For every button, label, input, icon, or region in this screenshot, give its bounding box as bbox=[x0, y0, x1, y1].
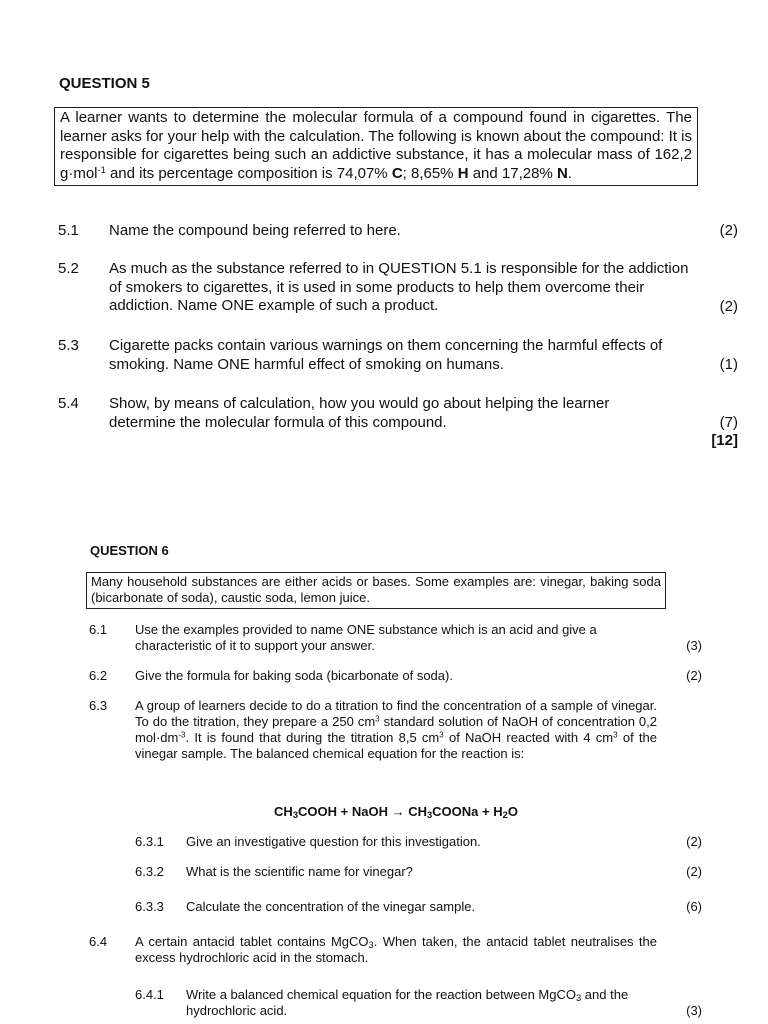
question-text-6-4: A certain antacid tablet contains MgCO$_3$. When taken, the antacid tablet neutralises the excess hydrochloric acid in the stomach. bbox=[135, 934, 657, 965]
question-number-6-2: 6.2 bbox=[89, 668, 108, 683]
question-number-6-4: 6.4 bbox=[89, 934, 108, 949]
marks-5-3: (1) bbox=[719, 356, 738, 373]
marks-5-1: (2) bbox=[719, 222, 738, 239]
question-number-6-3-2: 6.3.2 bbox=[135, 864, 164, 879]
chemical-equation-6-3: $CH_3COOH$ + NaOH → $CH_3COONa + H_2O$ bbox=[274, 804, 518, 820]
question-6-context-box: Many household substances are either acids or bases. Some examples are: vinegar, baking soda (bicarbonate of soda), caustic soda, lemon juice. bbox=[86, 572, 666, 609]
marks-5-2: (2) bbox=[719, 298, 738, 315]
question-text-6-4-1: Write a balanced chemical equation for the reaction between MgCO$_3$ and the hydrochloric acid. bbox=[186, 987, 629, 1018]
marks-6-3-1: (2) bbox=[686, 834, 702, 849]
question-number-6-3-1: 6.3.1 bbox=[135, 834, 164, 849]
question-number-6-1: 6.1 bbox=[89, 622, 108, 637]
question-text-6-1: Use the examples provided to name ONE substance which is an acid and give a characteristic of it to support your answer. bbox=[135, 622, 597, 653]
question-text-6-3: A group of learners decide to do a titration to find the concentration of a sample of vinegar. To do the titration, they prepare a 250 $cm^3$ standard solution of NaOH of concentration 0,2 $mol\cdot dm^{-3}$. It is found that during the titration 8,5 $cm^3$ of NaOH reacted with 4 $cm^3$ of the vinegar sample. The balanced chemical equation for the reaction is: bbox=[135, 698, 658, 761]
marks-5-4: (7) bbox=[719, 414, 738, 431]
question-number-5-2: 5.2 bbox=[58, 260, 79, 277]
marks-6-1: (3) bbox=[686, 638, 702, 653]
question-text-6-3-2: What is the scientific name for vinegar? bbox=[186, 864, 413, 879]
question-text-5-4: Show, by means of calculation, how you would go about helping the learner determine the molecular formula of this compound. bbox=[109, 395, 610, 431]
question-6-heading: QUESTION 6 bbox=[90, 543, 169, 558]
question-number-6-4-1: 6.4.1 bbox=[135, 987, 164, 1002]
question-5-context-box: A learner wants to determine the molecular formula of a compound found in cigarettes. The learner asks for your help with the calculation. The following is known about the compound: It is responsible for cigarettes being such an addictive substance, it has a molecular mass of 162,2 g·mol$^{-1}$ and its percentage composition is 74,07% C; 8,65% H and 17,28% N. bbox=[54, 107, 698, 186]
question-number-5-1: 5.1 bbox=[58, 222, 79, 239]
question-text-5-1: Name the compound being referred to here. bbox=[109, 222, 401, 239]
question-text-6-2: Give the formula for baking soda (bicarbonate of soda). bbox=[135, 668, 453, 683]
question-text-5-2: As much as the substance referred to in QUESTION 5.1 is responsible for the addiction of smokers to cigarettes, it is used in some products to help them overcome their addiction. Name ONE example of such a product. bbox=[109, 260, 689, 314]
question-5-heading: QUESTION 5 bbox=[59, 75, 150, 92]
question-number-6-3-3: 6.3.3 bbox=[135, 899, 164, 914]
question-number-5-4: 5.4 bbox=[58, 395, 79, 412]
question-number-6-3: 6.3 bbox=[89, 698, 108, 713]
marks-6-3-3: (6) bbox=[686, 899, 702, 914]
question-number-5-3: 5.3 bbox=[58, 337, 79, 354]
question-text-5-3: Cigarette packs contain various warnings on them concerning the harmful effects of smoking. Name ONE harmful effect of smoking on humans. bbox=[109, 337, 663, 373]
marks-6-4-1: (3) bbox=[686, 1003, 702, 1018]
marks-6-3-2: (2) bbox=[686, 864, 702, 879]
marks-6-2: (2) bbox=[686, 668, 702, 683]
question-text-6-3-3: Calculate the concentration of the vinegar sample. bbox=[186, 899, 476, 914]
question-text-6-3-1: Give an investigative question for this investigation. bbox=[186, 834, 481, 849]
question-5-total: [12] bbox=[711, 432, 738, 449]
